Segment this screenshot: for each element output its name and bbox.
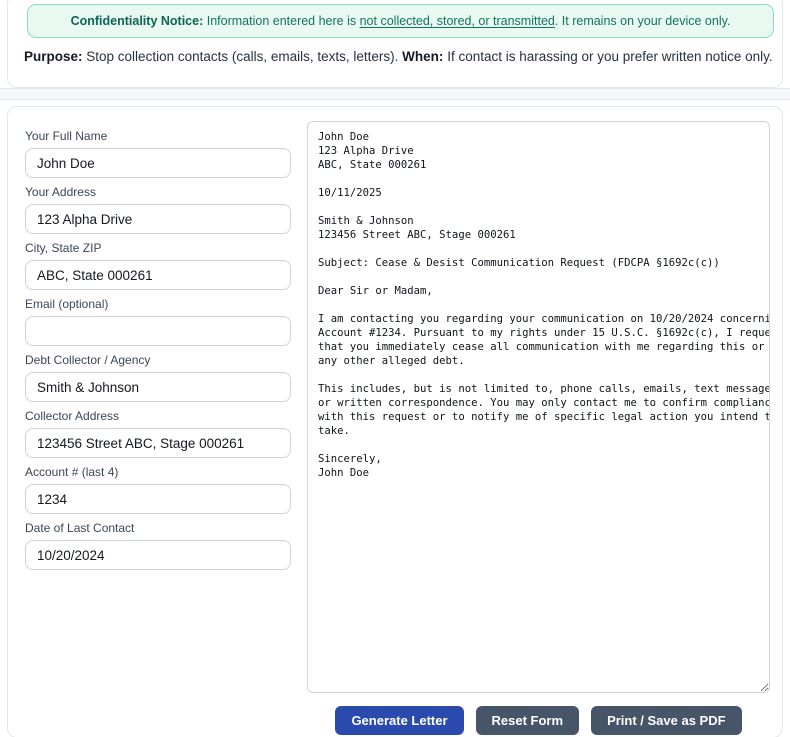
letter-preview-textarea[interactable]	[307, 121, 770, 693]
email-input[interactable]	[25, 316, 291, 346]
action-buttons	[307, 706, 770, 735]
email-field	[25, 297, 291, 346]
banner-title: Confidentiality Notice:	[70, 14, 204, 28]
debt-collector-input[interactable]	[25, 372, 291, 402]
confidentiality-banner	[27, 4, 774, 38]
address-field	[25, 185, 291, 234]
city-state-zip-input[interactable]	[25, 260, 291, 290]
form-columns	[20, 121, 770, 735]
debt-collector-field	[25, 353, 291, 402]
account-last4-field	[25, 465, 291, 514]
email-label: Email (optional)	[25, 297, 109, 311]
account-last4-label: Account # (last 4)	[25, 465, 119, 479]
purpose-text	[24, 48, 776, 65]
form-card	[7, 106, 783, 737]
purpose-label: Purpose:	[24, 49, 83, 64]
last-contact-date-field	[25, 521, 291, 570]
full-name-field	[25, 129, 291, 178]
last-contact-date-input[interactable]	[25, 540, 291, 570]
collector-address-label: Collector Address	[25, 409, 120, 423]
section-divider	[0, 88, 790, 100]
letter-form	[20, 121, 291, 577]
full-name-label: Your Full Name	[25, 129, 108, 143]
address-input[interactable]	[25, 204, 291, 234]
full-name-input[interactable]	[25, 148, 291, 178]
reset-form-button[interactable]: Reset Form	[476, 706, 580, 735]
print-save-pdf-button[interactable]: Print / Save as PDF	[591, 706, 742, 735]
collector-address-input[interactable]	[25, 428, 291, 458]
last-contact-date-label: Date of Last Contact	[25, 521, 135, 535]
letter-column	[307, 121, 770, 735]
city-state-zip-field	[25, 241, 291, 290]
address-label: Your Address	[25, 185, 96, 199]
account-last4-input[interactable]	[25, 484, 291, 514]
city-state-zip-label: City, State ZIP	[25, 241, 102, 255]
banner-underlined-text: not collected, stored, or transmitted	[359, 14, 555, 28]
purpose-body: Stop collection contacts (calls, emails, texts, letters).	[86, 49, 399, 64]
generate-letter-button[interactable]: Generate Letter	[335, 706, 463, 735]
when-body: If contact is harassing or you prefer written notice only.	[447, 49, 773, 64]
collector-address-field	[25, 409, 291, 458]
banner-text-after: . It remains on your device only.	[554, 14, 731, 28]
when-label: When:	[402, 49, 444, 64]
notice-card	[7, 0, 783, 88]
banner-text: Information entered here is	[206, 14, 357, 28]
debt-collector-label: Debt Collector / Agency	[25, 353, 151, 367]
